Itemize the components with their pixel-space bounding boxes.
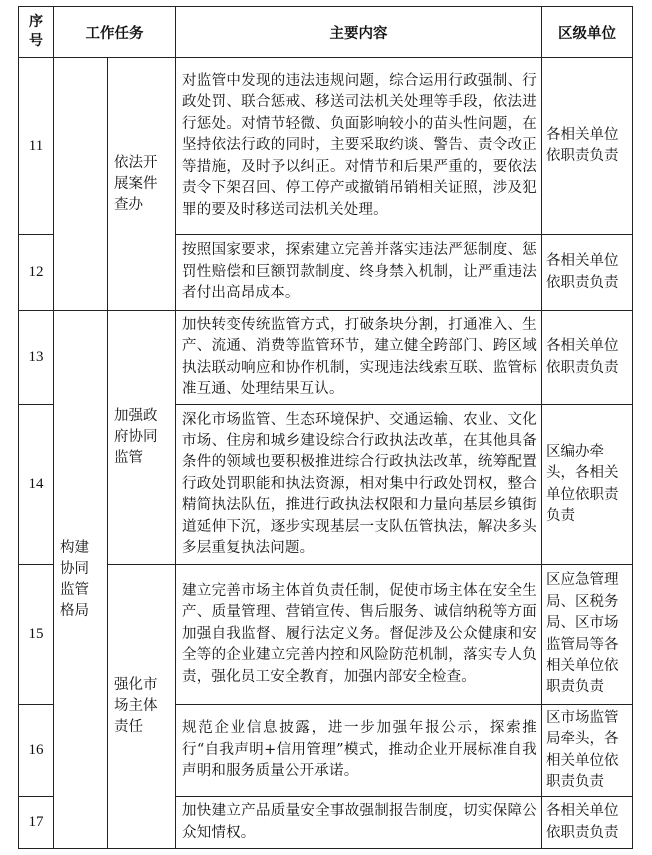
table-row (19, 58, 633, 235)
row-unit: 区应急管理局、区税务局、区市场监管局等各相关单位依职责负责 (542, 565, 633, 705)
row-unit: 各相关单位依职责负责 (542, 797, 633, 849)
header-content: 主要内容 (176, 7, 542, 58)
row-content: 深化市场监管、生态环境保护、交通运输、农业、文化市场、住房和城乡建设综合行政执法改革，在其他具备条件的领域也要积极推进综合行政执法改革，统筹配置行政处罚职能和执法资源，相对集中行政处罚权，整合精简执法队伍，推进行政执法权限和力量向基层乡镇街道延伸下沉，逐步实现基层一支队伍管执法，解决多头多层重复执法问题。 (176, 405, 542, 565)
row-unit: 区市场监管局牵头，各相关单位依职责负责 (542, 705, 633, 797)
table-row (19, 565, 633, 705)
row-number: 15 (19, 565, 54, 705)
row-content: 建立完善市场主体首负责任制，促使市场主体在安全生产、质量管理、营销宣传、售后服务、诚信纳税等方面加强自我监督、履行法定义务。督促涉及公众健康和安全等的企业建立完善内控和风险防范机制，落实专人负责，强化员工安全教育，加强内部安全检查。 (176, 565, 542, 705)
subtask-market-entity-responsibility: 强化市场主体责任 (108, 565, 176, 849)
row-number: 11 (19, 58, 54, 235)
row-number: 16 (19, 705, 54, 797)
group-collaborative-supervision: 构建协同监管格局 (54, 311, 108, 849)
row-number: 12 (19, 235, 54, 311)
group-blank-cell (54, 58, 108, 311)
table-row (19, 311, 633, 405)
subtask-case-handling: 依法开展案件查办 (108, 58, 176, 311)
header-unit: 区级单位 (542, 7, 633, 58)
row-unit: 各相关单位依职责负责 (542, 235, 633, 311)
subtask-government-coordination: 加强政府协同监管 (108, 311, 176, 565)
row-unit: 区编办牵头，各相关单位依职责负责 (542, 405, 633, 565)
row-number: 13 (19, 311, 54, 405)
row-content: 规范企业信息披露，进一步加强年报公示，探索推行“自我声明+信用管理”模式，推动企业开展标准自我声明和服务质量公开承诺。 (176, 705, 542, 797)
row-content: 加快建立产品质量安全事故强制报告制度，切实保障公众知情权。 (176, 797, 542, 849)
row-unit: 各相关单位依职责负责 (542, 311, 633, 405)
row-content: 加快转变传统监管方式，打破条块分割，打通准入、生产、流通、消费等监管环节，建立健全跨部门、跨区域执法联动响应和协作机制，实现违法线索互联、监管标准互通、处理结果互认。 (176, 311, 542, 405)
row-content: 按照国家要求，探索建立完善并落实违法严惩制度、惩罚性赔偿和巨额罚款制度、终身禁入机制，让严重违法者付出高昂成本。 (176, 235, 542, 311)
header-seq: 序号 (19, 7, 54, 58)
row-number: 14 (19, 405, 54, 565)
work-task-table (18, 6, 633, 849)
row-unit: 各相关单位依职责负责 (542, 58, 633, 235)
row-content: 对监管中发现的违法违规问题，综合运用行政强制、行政处罚、联合惩戒、移送司法机关处理等手段，依法进行惩处。对情节轻微、负面影响较小的苗头性问题，在坚持依法行政的同时，主要采取约谈、警告、责令改正等措施，及时予以纠正。对情节和后果严重的，要依法责令下架召回、停工停产或撤销吊销相关证照，涉及犯罪的要及时移送司法机关处理。 (176, 58, 542, 235)
row-number: 17 (19, 797, 54, 849)
header-task: 工作任务 (54, 7, 176, 58)
table-header-row (19, 7, 633, 58)
